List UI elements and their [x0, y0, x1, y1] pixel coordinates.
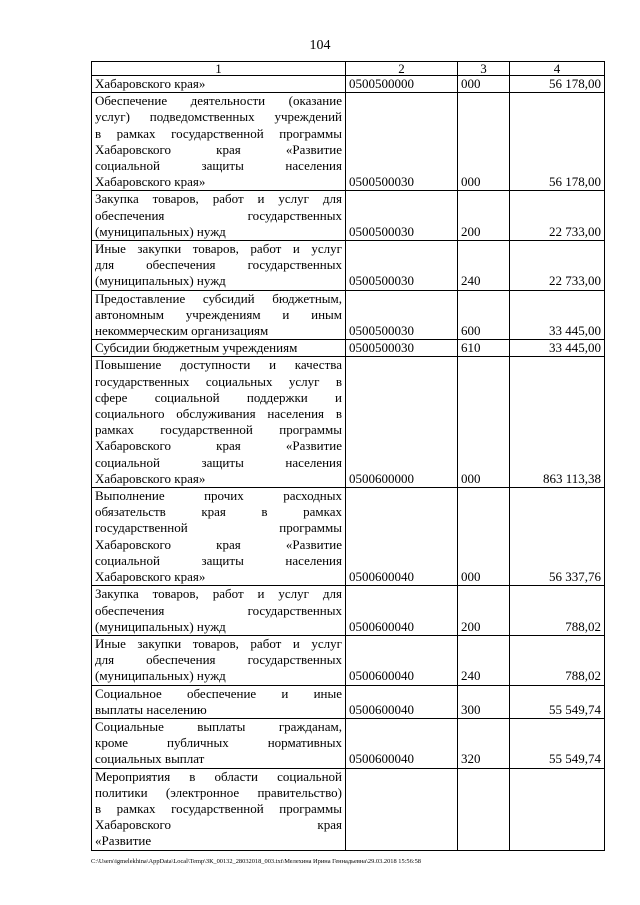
- name-line: рамках государственной программы: [95, 422, 342, 438]
- name-line: выплаты населению: [95, 701, 207, 717]
- table-row: [92, 76, 605, 93]
- name-line: Хабаровского края «Развитие: [95, 438, 342, 454]
- name-line: обеспечения государственных: [95, 207, 342, 223]
- name-line: социального обслуживания населения в: [95, 406, 342, 422]
- row-item-name: [92, 340, 346, 357]
- row-kind: 320: [458, 718, 510, 768]
- name-line: социальной защиты населения: [95, 454, 342, 470]
- name-line: сфере социальной поддержки и: [95, 389, 342, 405]
- row-amount: [510, 768, 605, 850]
- page-number: 104: [309, 38, 331, 53]
- row-code: [346, 768, 458, 850]
- table-row: [92, 290, 605, 340]
- row-code: 0500600040: [346, 635, 458, 685]
- row-amount: 56 337,76: [510, 488, 605, 586]
- row-amount: 33 445,00: [510, 340, 605, 357]
- name-line: социальной защиты населения: [95, 158, 342, 174]
- table-row: [92, 586, 605, 636]
- row-code: 0500500030: [346, 191, 458, 241]
- row-kind: 300: [458, 685, 510, 718]
- name-line: в рамках государственной программы: [95, 800, 342, 816]
- row-item-name: [92, 768, 346, 850]
- name-line: государственных социальных услуг в: [95, 373, 342, 389]
- name-line: (муниципальных) нужд: [95, 618, 226, 634]
- row-item-name: [92, 76, 346, 93]
- table-row: [92, 241, 605, 291]
- header-col-2: 2: [346, 62, 458, 76]
- name-line: услуг) подведомственных учреждений: [95, 109, 342, 125]
- name-line: Выполнение прочих расходных: [95, 488, 342, 504]
- row-kind: 600: [458, 290, 510, 340]
- row-amount: 55 549,74: [510, 685, 605, 718]
- name-line: в рамках государственной программы: [95, 125, 342, 141]
- table-row: [92, 718, 605, 768]
- name-line: автономным учреждениям и иным: [95, 306, 342, 322]
- table-row: [92, 357, 605, 488]
- row-kind: 000: [458, 488, 510, 586]
- table-row: [92, 488, 605, 586]
- name-line: для обеспечения государственных: [95, 257, 342, 273]
- row-amount: 788,02: [510, 586, 605, 636]
- name-line: Закупка товаров, работ и услуг для: [95, 586, 342, 602]
- name-line: социальной защиты населения: [95, 552, 342, 568]
- row-code: 0500500030: [346, 290, 458, 340]
- row-code: 0500500030: [346, 241, 458, 291]
- name-line: Хабаровского края»: [95, 569, 206, 585]
- table-row: [92, 635, 605, 685]
- header-col-3: 3: [458, 62, 510, 76]
- table-row: [92, 685, 605, 718]
- row-amount: 22 733,00: [510, 191, 605, 241]
- header-col-4: 4: [510, 62, 605, 76]
- table-row: [92, 768, 605, 850]
- name-line: Хабаровского края «Развитие: [95, 536, 342, 552]
- row-code: 0500600040: [346, 488, 458, 586]
- name-line: Мероприятия в области социальной: [95, 768, 342, 784]
- row-amount: 56 178,00: [510, 76, 605, 93]
- row-kind: 240: [458, 635, 510, 685]
- header-col-1: 1: [92, 62, 346, 76]
- row-item-name: [92, 290, 346, 340]
- row-amount: 55 549,74: [510, 718, 605, 768]
- row-kind: 200: [458, 586, 510, 636]
- name-line: Социальное обеспечение и иные: [95, 685, 342, 701]
- name-line: кроме публичных нормативных: [95, 735, 342, 751]
- name-line: обеспечения государственных: [95, 602, 342, 618]
- row-code: 0500600040: [346, 586, 458, 636]
- row-item-name: [92, 488, 346, 586]
- row-item-name: [92, 191, 346, 241]
- name-line: социальных выплат: [95, 751, 205, 767]
- name-line: Хабаровского края «Развитие: [95, 141, 342, 157]
- row-amount: 788,02: [510, 635, 605, 685]
- row-code: 0500500000: [346, 76, 458, 93]
- name-line: Закупка товаров, работ и услуг для: [95, 191, 342, 207]
- name-line: Хабаровского края»: [95, 470, 206, 486]
- row-item-name: [92, 635, 346, 685]
- row-code: 0500500030: [346, 340, 458, 357]
- name-line: для обеспечения государственных: [95, 652, 342, 668]
- row-item-name: [92, 241, 346, 291]
- row-item-name: [92, 586, 346, 636]
- name-line: «Развитие: [95, 833, 152, 849]
- name-line: Хабаровского края: [95, 817, 342, 833]
- row-kind: 000: [458, 93, 510, 191]
- name-line: Обеспечение деятельности (оказание: [95, 93, 342, 109]
- name-line: Хабаровского края»: [95, 76, 206, 91]
- row-code: 0500600000: [346, 357, 458, 488]
- table-row: [92, 93, 605, 191]
- file-path-footer: C:\Users\igmelekhina\AppData\Local\Temp\ЗК_00132_28032018_003.txt\Мелехина Ирина Геннадьевна\29.03.2018 15:56:58: [91, 858, 421, 865]
- name-line: (муниципальных) нужд: [95, 223, 226, 239]
- name-line: Субсидии бюджетным учреждениям: [95, 340, 298, 356]
- name-line: Хабаровского края»: [95, 174, 206, 190]
- name-line: политики (электронное правительство): [95, 784, 342, 800]
- name-line: некоммерческим организациям: [95, 323, 269, 339]
- row-kind: 000: [458, 76, 510, 93]
- row-kind: [458, 768, 510, 850]
- row-item-name: [92, 93, 346, 191]
- row-amount: 863 113,38: [510, 357, 605, 488]
- table-header-row: [92, 62, 605, 76]
- name-line: (муниципальных) нужд: [95, 273, 226, 289]
- table-row: [92, 340, 605, 357]
- row-kind: 000: [458, 357, 510, 488]
- row-amount: 56 178,00: [510, 93, 605, 191]
- budget-table: [91, 61, 605, 851]
- row-kind: 240: [458, 241, 510, 291]
- row-kind: 200: [458, 191, 510, 241]
- name-line: Повышение доступности и качества: [95, 357, 342, 373]
- row-item-name: [92, 718, 346, 768]
- name-line: (муниципальных) нужд: [95, 668, 226, 684]
- name-line: обязательств края в рамках: [95, 504, 342, 520]
- name-line: Иные закупки товаров, работ и услуг: [95, 635, 342, 651]
- row-code: 0500600040: [346, 718, 458, 768]
- table-row: [92, 191, 605, 241]
- row-item-name: [92, 357, 346, 488]
- row-code: 0500500030: [346, 93, 458, 191]
- row-amount: 33 445,00: [510, 290, 605, 340]
- row-amount: 22 733,00: [510, 241, 605, 291]
- row-item-name: [92, 685, 346, 718]
- name-line: государственной программы: [95, 520, 342, 536]
- name-line: Предоставление субсидий бюджетным,: [95, 290, 342, 306]
- name-line: Социальные выплаты гражданам,: [95, 718, 342, 734]
- row-code: 0500600040: [346, 685, 458, 718]
- name-line: Иные закупки товаров, работ и услуг: [95, 241, 342, 257]
- row-kind: 610: [458, 340, 510, 357]
